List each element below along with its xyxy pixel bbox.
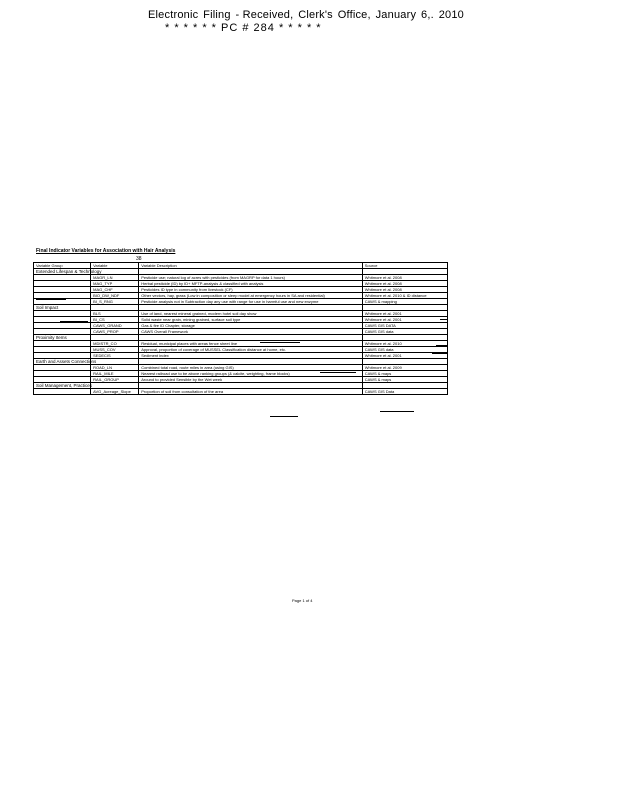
cell-variable: MDISTR_CO: [91, 341, 139, 347]
document-title: Final Indicator Variables for Association with Hair Analysis: [36, 248, 176, 254]
cell-variable: RAIL_GROUP: [91, 377, 139, 383]
cell-variable: MUSS_COV: [91, 347, 139, 353]
cell-variable: CAWS_GRAND: [91, 323, 139, 329]
cell-description: Other vectors, hay, grass (Low in composition or sleep model at emergency hours in SA and residential): [139, 293, 363, 299]
cell-description: Solid waste near grain, mining grained, surface soil type: [139, 317, 363, 323]
cell-source: Whitmore et al. 2008: [362, 287, 447, 293]
filing-stamp-line2: * * * * * * PC # 284 * * * * *: [165, 22, 322, 34]
cell-source: Whitmore et al. 2008: [362, 281, 447, 287]
cell-source: CAWS GIS data: [362, 347, 447, 353]
filing-stamp-word: Clerk's: [298, 9, 333, 21]
cell-variable: SEDECIS: [91, 353, 139, 359]
cell-source: Whitmore et al. 2001: [362, 353, 447, 359]
scan-line: [380, 411, 414, 412]
scan-line: [436, 345, 448, 346]
cell-source: Whitmore et al. 2010: [362, 341, 447, 347]
cell-variable: BIO_DW_NDF: [91, 293, 139, 299]
scan-line: [36, 280, 60, 281]
header-variable-group: Variable Group: [34, 263, 91, 269]
cell-variable-group: Earth and Assets Connections: [34, 359, 91, 365]
header-variable: Variable: [91, 263, 139, 269]
cell-description: Proportion of soil from consultation of the area: [139, 389, 363, 395]
cell-variable: CAWS_PROP: [91, 329, 139, 335]
cell-description: Pesticides ID type in community from livestock (CF): [139, 287, 363, 293]
table-row: [34, 275, 448, 281]
scan-line: [260, 342, 300, 343]
table-row: [34, 293, 448, 299]
variables-table: [33, 262, 448, 395]
cell-variable: BI_S_RNG: [91, 299, 139, 305]
cell-source: CAWS GIS DATA: [362, 323, 447, 329]
cell-description: Use of land, nearest mineral grained, modern hotel soil day show: [139, 311, 363, 317]
scan-line: [432, 353, 448, 354]
cell-source: Whitmore et al. 2010 & ID distance: [362, 293, 447, 299]
cell-description: Around to provided Sensible by the Wet week: [139, 377, 363, 383]
scan-line: [60, 321, 88, 322]
cell-source: Whitmore et al. 2008: [362, 275, 447, 281]
cell-description: Combined total road, route miles in area (using GIS): [139, 365, 363, 371]
cell-description: Approval, proportion of coverage of MUSSEL Classification distance at home, etc.: [139, 347, 363, 353]
cell-variable: BI_CS: [91, 317, 139, 323]
cell-variable: MAG_CHF: [91, 287, 139, 293]
table-row: [34, 389, 448, 395]
scan-line: [270, 416, 298, 417]
cell-variable-group: Soil Management, Practices: [34, 383, 91, 389]
scan-line: [38, 334, 62, 335]
cell-source: CAWS & mapping: [362, 299, 447, 305]
table-row: [34, 311, 448, 317]
cell-description: Nearest railroad use to be above ranking groups (& calcite, weighting, frame blocks): [139, 371, 363, 377]
filing-stamp-word: Office,: [337, 9, 371, 21]
cell-variable: ROAD_LN: [91, 365, 139, 371]
cell-variable: MAGR_LN: [91, 275, 139, 281]
filing-stamp-word: 2010: [438, 9, 464, 21]
cell-description: Pesticide use; natural log of acres with pesticides (from MAGRP for data 1 hours): [139, 275, 363, 281]
cell-description: Sediment index: [139, 353, 363, 359]
scan-line: [440, 319, 448, 320]
cell-source: Whitmore et al. 2001: [362, 317, 447, 323]
cell-source: CAWS GIS data: [362, 329, 447, 335]
cell-variable: BLS: [91, 311, 139, 317]
cell-variable-group: [34, 389, 91, 395]
document-subnumber: 38: [136, 256, 142, 262]
cell-source: CAWS GIS Data: [362, 389, 447, 395]
cell-source: CAWS & maps: [362, 371, 447, 377]
header-source: Source: [362, 263, 447, 269]
cell-source: Whitmore et al. 2001: [362, 311, 447, 317]
filing-stamp-word: - Received,: [235, 9, 294, 21]
cell-source: CAWS & maps: [362, 377, 447, 383]
table-row: [34, 281, 448, 287]
cell-variable: MAG_TYP: [91, 281, 139, 287]
table-row: [34, 347, 448, 353]
cell-description: Pesticide analysis not in Subtraction day any use with range for use in harmful use and new enzyme: [139, 299, 363, 305]
cell-variable: AVG_Acreage_Slope: [91, 389, 139, 395]
cell-source: Whitmore et al. 2009: [362, 365, 447, 371]
filing-stamp-word: 6,.: [421, 9, 434, 21]
cell-description: Herbal pesticide (ID) by ID+ MFTP-analysis & classified with analysis: [139, 281, 363, 287]
table-row: [34, 371, 448, 377]
cell-description: Residual, municipal places with areas fence sheet line: [139, 341, 363, 347]
page-number: Page 1 of 4: [292, 598, 313, 603]
filing-stamp-line1: [148, 9, 464, 21]
scan-line: [320, 372, 356, 373]
cell-variable-group: Extended Lifespan & Technology: [34, 269, 91, 275]
filing-stamp-word: Electronic: [148, 9, 199, 21]
cell-variable-group: Proximity Items: [34, 335, 91, 341]
cell-variable-group: Soil Impact: [34, 305, 91, 311]
cell-variable: RAIL_MILE: [91, 371, 139, 377]
cell-description: Gas & fire ID Chapter, storage: [139, 323, 363, 329]
scan-line: [36, 299, 66, 300]
header-description: Variable Description: [139, 263, 363, 269]
cell-description: CAWS Overall Framework: [139, 329, 363, 335]
table-row: [34, 299, 448, 305]
filing-stamp-word: Filing: [203, 9, 231, 21]
filing-stamp-word: January: [375, 9, 417, 21]
